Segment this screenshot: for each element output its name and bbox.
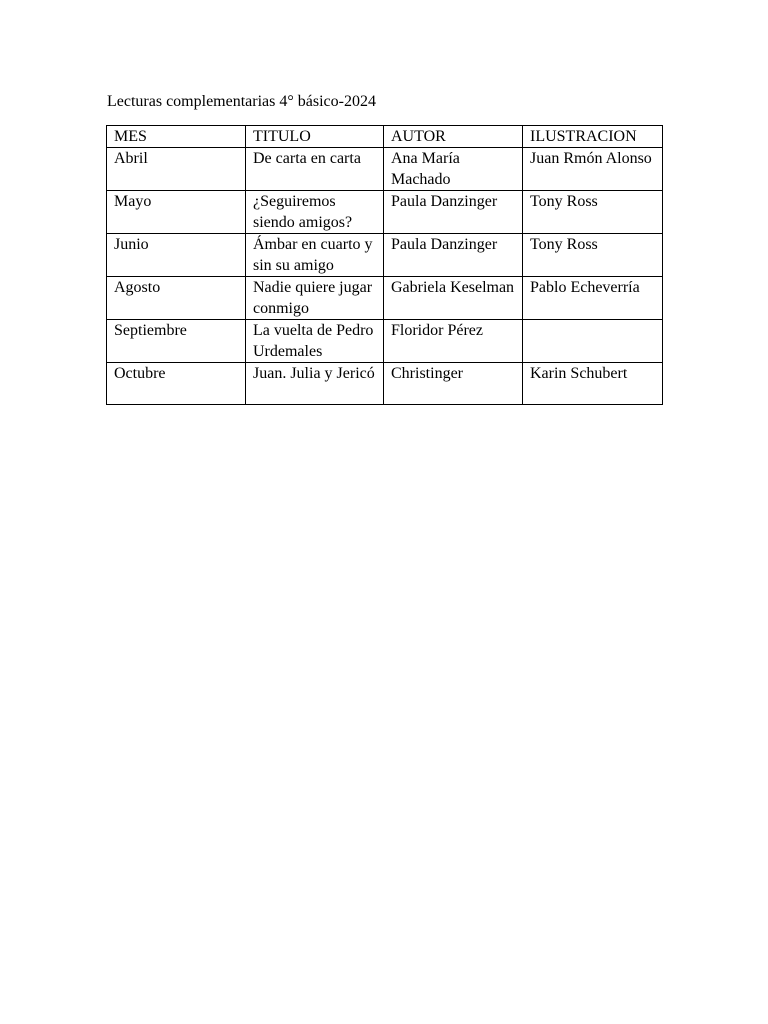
cell-mes: Abril <box>107 148 246 191</box>
cell-titulo: ¿Seguiremos siendo amigos? <box>246 191 384 234</box>
cell-mes: Junio <box>107 234 246 277</box>
table-row <box>107 234 663 277</box>
cell-titulo: Juan. Julia y Jericó <box>246 363 384 405</box>
table-header-row <box>107 126 663 148</box>
cell-mes: Mayo <box>107 191 246 234</box>
cell-titulo: La vuelta de Pedro Urdemales <box>246 320 384 363</box>
cell-ilustracion: Tony Ross <box>523 191 663 234</box>
cell-autor: Christinger <box>384 363 523 405</box>
reading-list-table <box>106 125 663 405</box>
table-row <box>107 277 663 320</box>
table-row <box>107 191 663 234</box>
column-header-autor: AUTOR <box>384 126 523 148</box>
table-row <box>107 363 663 405</box>
cell-mes: Octubre <box>107 363 246 405</box>
document-title: Lecturas complementarias 4° básico-2024 <box>107 93 376 110</box>
cell-titulo: Nadie quiere jugar conmigo <box>246 277 384 320</box>
column-header-titulo: TITULO <box>246 126 384 148</box>
cell-autor: Gabriela Keselman <box>384 277 523 320</box>
cell-ilustracion: Karin Schubert <box>523 363 663 405</box>
cell-ilustracion <box>523 320 663 363</box>
cell-mes: Agosto <box>107 277 246 320</box>
cell-ilustracion: Juan Rmón Alonso <box>523 148 663 191</box>
cell-autor: Paula Danzinger <box>384 234 523 277</box>
cell-titulo: Ámbar en cuarto y sin su amigo <box>246 234 384 277</box>
table-row <box>107 320 663 363</box>
cell-ilustracion: Pablo Echeverría <box>523 277 663 320</box>
cell-autor: Floridor Pérez <box>384 320 523 363</box>
cell-titulo: De carta en carta <box>246 148 384 191</box>
column-header-mes: MES <box>107 126 246 148</box>
table-row <box>107 148 663 191</box>
cell-ilustracion: Tony Ross <box>523 234 663 277</box>
cell-mes: Septiembre <box>107 320 246 363</box>
column-header-ilustracion: ILUSTRACION <box>523 126 663 148</box>
cell-autor: Ana María Machado <box>384 148 523 191</box>
cell-autor: Paula Danzinger <box>384 191 523 234</box>
